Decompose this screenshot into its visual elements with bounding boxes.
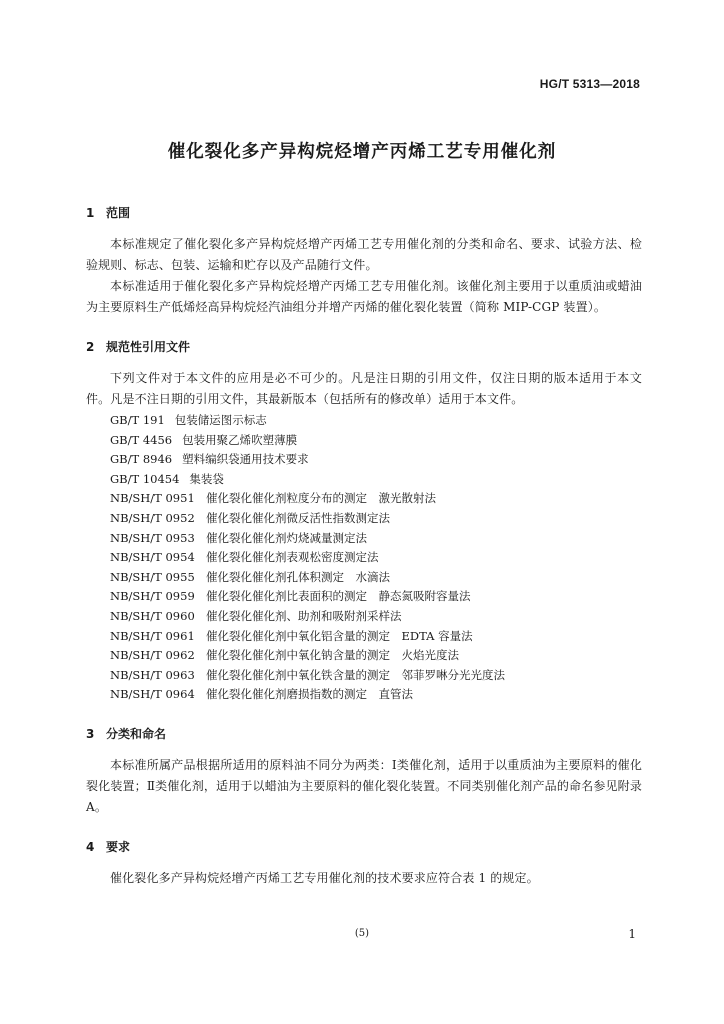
reference-item <box>86 607 642 627</box>
reference-item <box>86 529 642 549</box>
reference-title: 塑料编织袋通用技术要求 <box>182 452 309 467</box>
section-requirements <box>86 836 642 889</box>
section-title: 范围 <box>106 206 131 220</box>
footer-center-mark: (5) <box>354 928 370 939</box>
reference-item <box>86 587 642 607</box>
paragraph: 本标准适用于催化裂化多产异构烷烃增产丙烯工艺专用催化剂。该催化剂主要用于以重质油或蜡油为主要原料生产低烯烃高异构烷烃汽油组分并增产丙烯的催化裂化装置（简称 MIP-CGP 装置）。 <box>86 279 642 314</box>
reference-code: GB/T 10454 <box>110 471 180 486</box>
section-number: 1 <box>86 206 95 220</box>
section-number: 4 <box>86 839 95 854</box>
reference-item <box>86 470 642 490</box>
section-number: 2 <box>86 340 95 354</box>
reference-code: GB/T 4456 <box>110 432 173 447</box>
reference-code: GB/T 8946 <box>110 452 173 467</box>
section-scope <box>86 202 642 318</box>
reference-title: 催化裂化催化剂粒度分布的测定 激光散射法 <box>206 491 436 506</box>
reference-item <box>86 431 642 451</box>
section-heading <box>86 202 642 224</box>
reference-title: 催化裂化催化剂微反活性指数测定法 <box>206 510 390 525</box>
reference-code: NB/SH/T 0962 <box>110 648 195 663</box>
reference-title: 催化裂化催化剂灼烧减量测定法 <box>206 530 367 545</box>
section-heading <box>86 723 642 745</box>
reference-title: 催化裂化催化剂中氧化铁含量的测定 邻菲罗啉分光光度法 <box>206 667 505 682</box>
reference-title: 集装袋 <box>189 471 224 486</box>
reference-title: 包装储运图示标志 <box>174 413 267 427</box>
reference-title: 催化裂化催化剂比表面积的测定 静态氮吸附容量法 <box>206 589 471 604</box>
reference-code: NB/SH/T 0954 <box>110 550 195 565</box>
section-heading <box>86 836 642 858</box>
standard-code: HG/T 5313—2018 <box>539 77 640 91</box>
reference-code: NB/SH/T 0952 <box>110 510 195 525</box>
reference-code: NB/SH/T 0951 <box>110 491 195 506</box>
section-title: 要求 <box>106 839 131 854</box>
section-heading <box>86 336 642 358</box>
paragraph: 下列文件对于本文件的应用是必不可少的。凡是注日期的引用文件，仅注日期的版本适用于本文件。凡是不注日期的引用文件，其最新版本（包括所有的修改单）适用于本文件。 <box>86 371 642 406</box>
paragraph: 催化裂化多产异构烷烃增产丙烯工艺专用催化剂的技术要求应符合表 1 的规定。 <box>110 870 539 885</box>
reference-list <box>86 411 642 705</box>
reference-item <box>86 411 642 431</box>
reference-item <box>86 685 642 705</box>
reference-title: 催化裂化催化剂表观松密度测定法 <box>206 550 379 565</box>
section-title: 规范性引用文件 <box>106 340 191 354</box>
reference-code: NB/SH/T 0960 <box>110 608 195 623</box>
reference-code: NB/SH/T 0959 <box>110 589 195 604</box>
section-number: 3 <box>86 726 95 741</box>
document-body <box>86 202 642 907</box>
reference-code: NB/SH/T 0963 <box>110 667 195 682</box>
paragraph: 本标准规定了催化裂化多产异构烷烃增产丙烯工艺专用催化剂的分类和命名、要求、试验方法、检验规则、标志、包装、运输和贮存以及产品随行文件。 <box>86 237 642 272</box>
section-classification <box>86 723 642 818</box>
reference-item <box>86 627 642 647</box>
page-number: 1 <box>628 927 636 941</box>
reference-item <box>86 646 642 666</box>
reference-title: 催化裂化催化剂中氧化钠含量的测定 火焰光度法 <box>206 648 459 663</box>
reference-item <box>86 548 642 568</box>
reference-title: 催化裂化催化剂中氧化铝含量的测定 EDTA 容量法 <box>206 628 473 643</box>
reference-title: 催化裂化催化剂磨损指数的测定 直管法 <box>206 687 413 702</box>
reference-title: 催化裂化催化剂孔体积测定 水滴法 <box>206 569 390 584</box>
reference-code: NB/SH/T 0955 <box>110 569 195 584</box>
reference-item <box>86 666 642 686</box>
reference-item <box>86 489 642 509</box>
reference-code: GB/T 191 <box>110 413 165 427</box>
section-normative-references <box>86 336 642 705</box>
reference-code: NB/SH/T 0964 <box>110 687 195 702</box>
reference-code: NB/SH/T 0961 <box>110 628 195 643</box>
paragraph: 本标准所属产品根据所适用的原料油不同分为两类：Ⅰ类催化剂，适用于以重质油为主要原料的催化裂化装置；Ⅱ类催化剂，适用于以蜡油为主要原料的催化裂化装置。不同类别催化剂产品的命名参见附录 A。 <box>86 757 642 814</box>
reference-item <box>86 568 642 588</box>
section-title: 分类和命名 <box>106 726 167 741</box>
document-title: 催化裂化多产异构烷烃增产丙烯工艺专用催化剂 <box>167 142 557 162</box>
reference-item <box>86 509 642 529</box>
reference-code: NB/SH/T 0953 <box>110 530 195 545</box>
reference-item <box>86 450 642 470</box>
reference-title: 催化裂化催化剂、助剂和吸附剂采样法 <box>206 608 402 623</box>
reference-title: 包装用聚乙烯吹塑薄膜 <box>182 432 298 447</box>
